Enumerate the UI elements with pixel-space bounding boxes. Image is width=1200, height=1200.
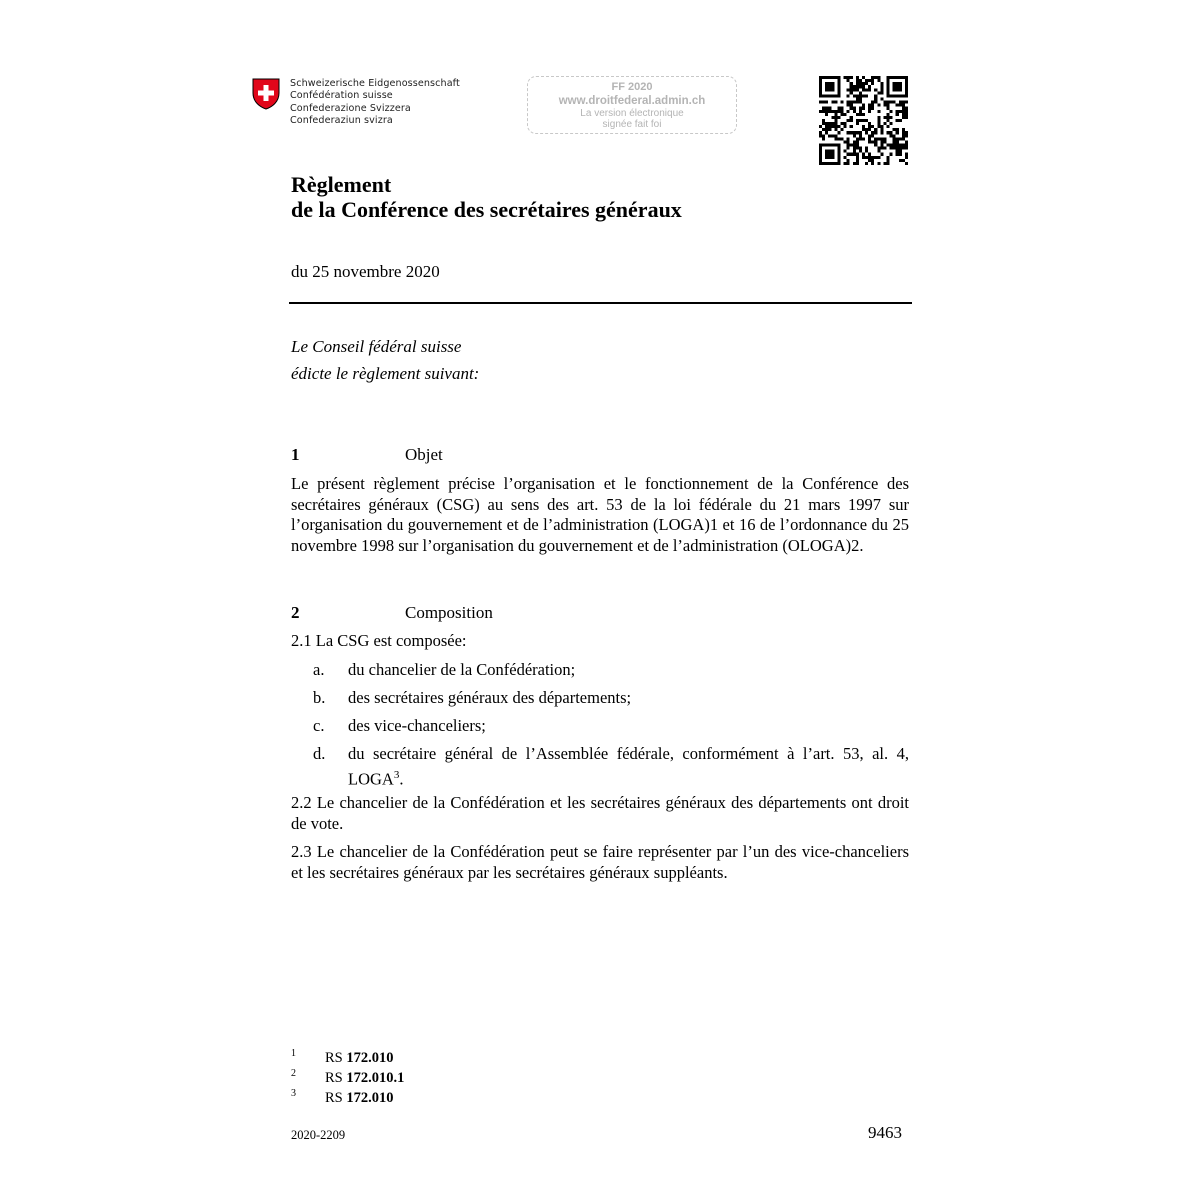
list-item-d-text: du secrétaire général de l’Assemblée fédérale, conformément à l’art. 53, al. 4, LOGA bbox=[348, 744, 909, 788]
footnote-3-number: 3 bbox=[291, 1087, 296, 1099]
footnote-1-ref: 172.010 bbox=[346, 1049, 394, 1066]
list-item-b-letter: b. bbox=[313, 688, 326, 707]
footnotes bbox=[291, 1046, 404, 1105]
stamp-note-2: signée fait foi bbox=[602, 119, 662, 130]
article-2-paragraph-1: 2.1 La CSG est composée: bbox=[291, 631, 467, 650]
footnote-3-prefix: RS bbox=[325, 1089, 343, 1106]
electronic-signature-stamp bbox=[527, 76, 737, 134]
article-2-number: 2 bbox=[291, 603, 300, 622]
footnote-ref-3[interactable]: 3 bbox=[393, 768, 400, 781]
footnote-1-prefix: RS bbox=[325, 1049, 343, 1066]
article-1-number: 1 bbox=[291, 445, 300, 464]
stamp-note-1: La version électronique bbox=[580, 108, 684, 119]
preamble-line-1: Le Conseil fédéral suisse bbox=[291, 337, 462, 356]
list-item-d bbox=[348, 744, 909, 790]
footnote-2-prefix: RS bbox=[325, 1069, 343, 1086]
article-2-paragraph-2: 2.2 Le chancelier de la Confédération et les secrétaires généraux des départements ont droit de vote. bbox=[291, 793, 909, 833]
footnote-1-number: 1 bbox=[291, 1048, 296, 1059]
stamp-ff: FF 2020 bbox=[611, 81, 653, 93]
document-title bbox=[291, 172, 682, 222]
swiss-coat-of-arms-icon bbox=[252, 78, 280, 110]
article-2-paragraph-3: 2.3 Le chancelier de la Confédération peut se faire représenter par l’un des vice-chanceliers et les secrétaires généraux par les secrétaires généraux suppléants. bbox=[291, 842, 909, 882]
list-item-a-letter: a. bbox=[313, 660, 325, 679]
preamble bbox=[291, 333, 479, 387]
preamble-line-2: édicte le règlement suivant: bbox=[291, 364, 480, 383]
list-item-c-text: des vice-chanceliers; bbox=[348, 716, 486, 735]
footnote-2-number: 2 bbox=[291, 1067, 296, 1079]
confederation-name-fr: Confédération suisse bbox=[290, 90, 393, 102]
footnote-2-ref: 172.010.1 bbox=[346, 1069, 405, 1086]
list-item-c-letter: c. bbox=[313, 716, 325, 735]
title-line-2: de la Conférence des secrétaires généraux bbox=[291, 197, 682, 222]
confederation-name-de: Schweizerische Eidgenossenschaft bbox=[290, 78, 460, 89]
article-1-text: Le présent règlement précise l’organisation et le fonctionnement de la Conférence des secrétaires généraux (CSG) au sens des art. 53 de la loi fédérale du 21 mars 1997 sur l’organisation du gouvernement et de l’administration (LOGA)1 et 16 de l’ordonnance du 25 novembre 1998 sur l’organisation du gouvernement et de l’administration (OLOGA)2. bbox=[291, 474, 909, 555]
confederation-name-rm: Confederaziun svizra bbox=[290, 115, 393, 127]
qr-code-icon bbox=[819, 76, 908, 165]
footnote-2 bbox=[291, 1066, 404, 1086]
list-item-d-end: . bbox=[399, 769, 404, 788]
list-item-a-text: du chancelier de la Confédération; bbox=[348, 660, 576, 679]
article-1-title: Objet bbox=[405, 445, 443, 464]
document-date: du 25 novembre 2020 bbox=[291, 262, 440, 281]
document-number: 2020-2209 bbox=[291, 1128, 346, 1142]
footnote-3-ref: 172.010 bbox=[346, 1089, 394, 1106]
article-2-title: Composition bbox=[405, 603, 493, 622]
confederation-names bbox=[290, 78, 460, 128]
confederation-name-it: Confederazione Svizzera bbox=[290, 102, 411, 114]
page-number: 9463 bbox=[868, 1123, 902, 1142]
footnote-3 bbox=[291, 1086, 404, 1106]
title-divider bbox=[289, 302, 912, 304]
stamp-url[interactable]: www.droitfederal.admin.ch bbox=[558, 95, 706, 107]
list-item-d-letter: d. bbox=[313, 744, 326, 763]
title-line-1: Règlement bbox=[291, 172, 392, 197]
footnote-1 bbox=[291, 1046, 404, 1066]
list-item-b-text: des secrétaires généraux des départements; bbox=[348, 688, 632, 707]
